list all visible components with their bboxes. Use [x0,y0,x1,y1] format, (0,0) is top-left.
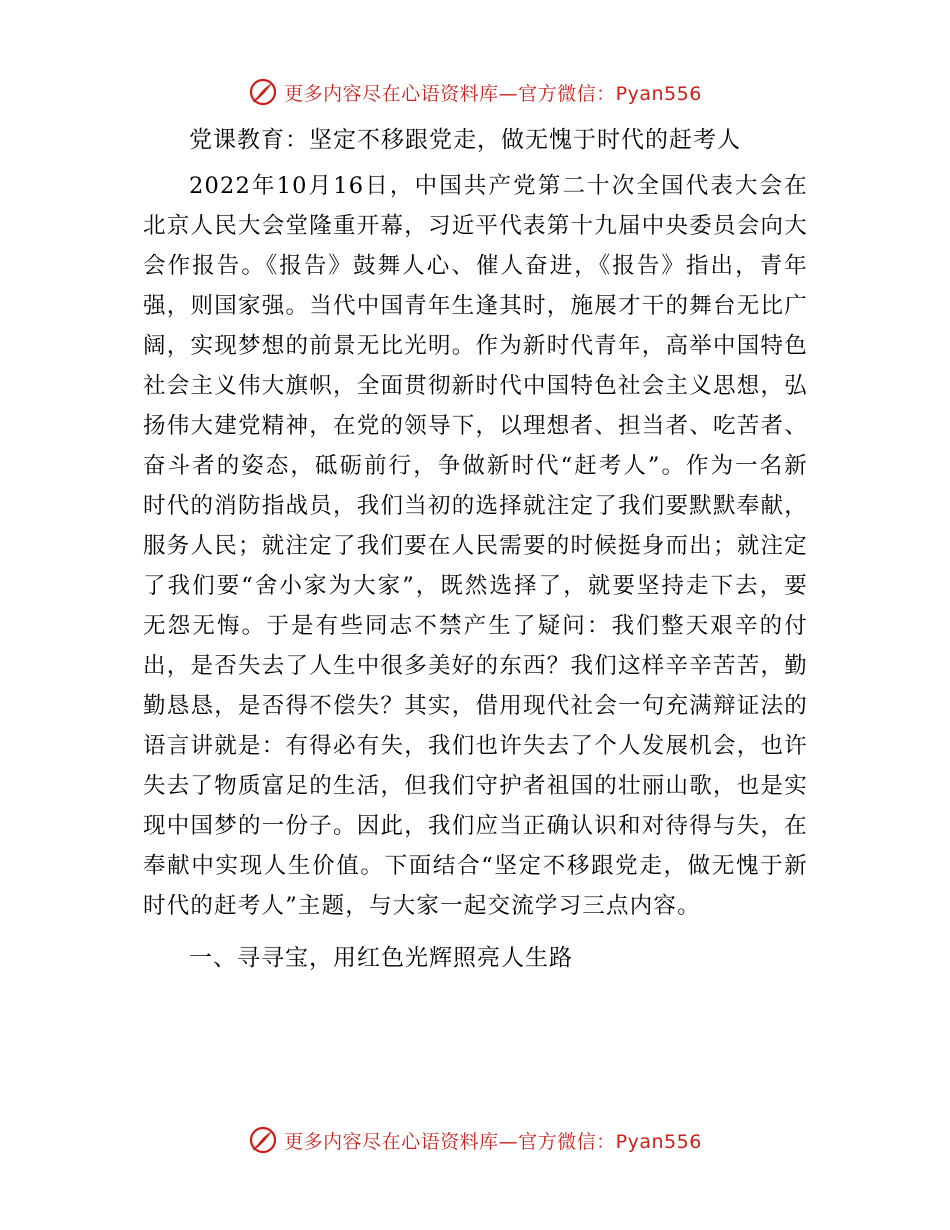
watermark-text: 更多内容尽在心语资料库—官方微信：Pyan556 [284,1130,702,1153]
document-title: 党课教育：坚定不移跟党走，做无愧于时代的赶考人 [189,127,741,153]
header-watermark [0,72,950,112]
section-heading: 一、寻寻宝，用红色光辉照亮人生路 [189,945,573,971]
document-body [143,118,808,980]
footer-watermark [0,1120,950,1160]
body-paragraph: 2022年10月16日，中国共产党第二十次全国代表大会在北京人民大会堂隆重开幕，习近平代表第十九届中央委员会向大会作报告。《报告》鼓舞人心、催人奋进，《报告》指出，青年强，则国家强。当代中国青年生逢其时，施展才干的舞台无比广阔，实现梦想的前景无比光明。作为新时代青年，高举中国特色社会主义伟大旗帜，全面贯彻新时代中国特色社会主义思想，弘扬伟大建党精神，在党的领导下，以理想者、担当者、吃苦者、奋斗者的姿态，砥砺前行，争做新时代“赶考人”。作为一名新时代的消防指战员，我们当初的选择就注定了我们要默默奉献，服务人民；就注定了我们要在人民需要的时候挺身而出；就注定了我们要“舍小家为大家”，既然选择了，就要坚持走下去，要无怨无悔。于是有些同志不禁产生了疑问：我们整天艰辛的付出，是否失去了人生中很多美好的东西？我们这样辛辛苦苦，勤勤恳恳，是否得不偿失？其实，借用现代社会一句充满辩证法的语言讲就是：有得必有失，我们也许失去了个人发展机会，也许失去了物质富足的生活，但我们守护者祖国的壮丽山歌，也是实现中国梦的一份子。因此，我们应当正确认识和对待得与失，在奉献中实现人生价值。下面结合“坚定不移跟党走，做无愧于新时代的赶考人”主题，与大家一起交流学习三点内容。 [143,173,808,919]
quill-logo-icon [248,77,278,107]
watermark-text: 更多内容尽在心语资料库—官方微信：Pyan556 [284,82,702,105]
quill-logo-icon [248,1125,278,1155]
